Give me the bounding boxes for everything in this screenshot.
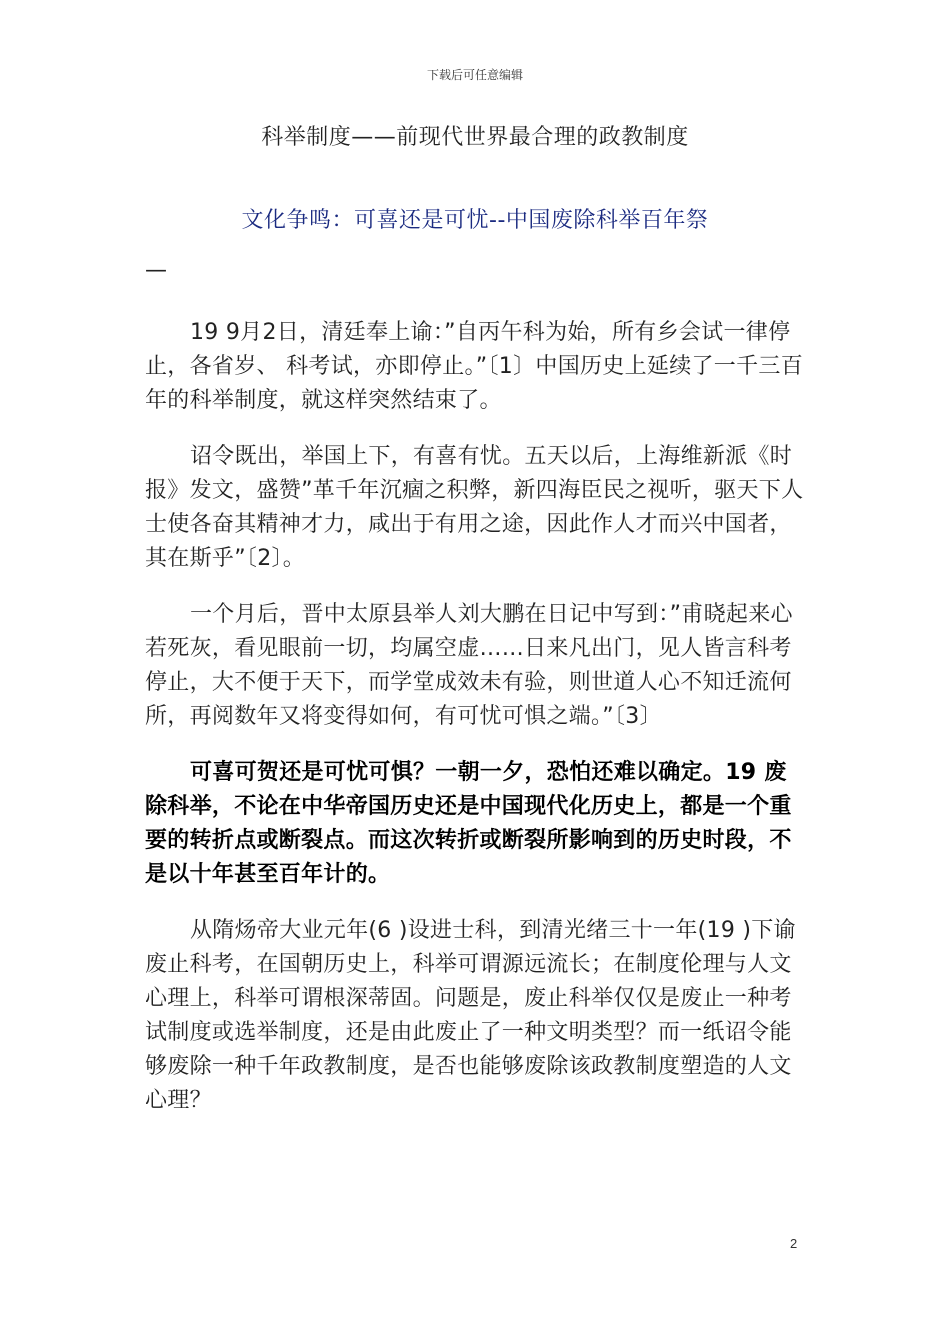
section-dash: — <box>145 258 167 283</box>
article-body <box>145 316 805 1140</box>
paragraph-5: 从隋炀帝大业元年(6 )设进士科，到清光绪三十一年(19 )下谕废止科考，在国朝历史上，科举可谓源远流长；在制度伦理与人文心理上，科举可谓根深蒂固。问题是，废止科举仅仅是废止一种考试制度或选举制度，还是由此废止了一种文明类型？而一纸诏令能够废除一种千年政教制度，是否也能够废除该政教制度塑造的人文心理？ <box>145 918 796 1113</box>
document-title: 科举制度——前现代世界最合理的政教制度 <box>261 125 689 150</box>
paragraph-2: 诏令既出，举国上下，有喜有忧。五天以后，上海维新派《时报》发文，盛赞”革千年沉痼之积弊，新四海臣民之视听，驱天下人士使各奋其精神才力，咸出于有用之途，因此作人才而兴中国者，其在斯乎”〔2〕。 <box>145 444 804 571</box>
page-number: 2 <box>790 1236 798 1251</box>
page-header: 下载后可任意编辑 <box>426 68 523 82</box>
paragraph-3: 一个月后，晋中太原县举人刘大鹏在日记中写到：”甫晓起来心若死灰，看见眼前一切，均属空虚……日来凡出门，见人皆言科考停止，大不便于天下，而学堂成效未有验，则世道人心不知迁流何所，再阅数年又将变得如何，有可忧可惧之端。”〔3〕 <box>145 602 793 729</box>
article-subtitle: 文化争鸣：可喜还是可忧--中国废除科举百年祭 <box>241 208 709 233</box>
paragraph-1: 19 9月2日，清廷奉上谕：”自丙午科为始，所有乡会试一律停止，各省岁、 科考试，亦即停止。”〔1〕中国历史上延续了一千三百年的科举制度，就这样突然结束了。 <box>145 320 803 413</box>
paragraph-4-emphasis: 可喜可贺还是可忧可惧？一朝一夕，恐怕还难以确定。19 废除科举，不论在中华帝国历史还是中国现代化历史上，都是一个重要的转折点或断裂点。而这次转折或断裂所影响到的历史时段，不是以十年甚至百年计的。 <box>145 760 792 887</box>
